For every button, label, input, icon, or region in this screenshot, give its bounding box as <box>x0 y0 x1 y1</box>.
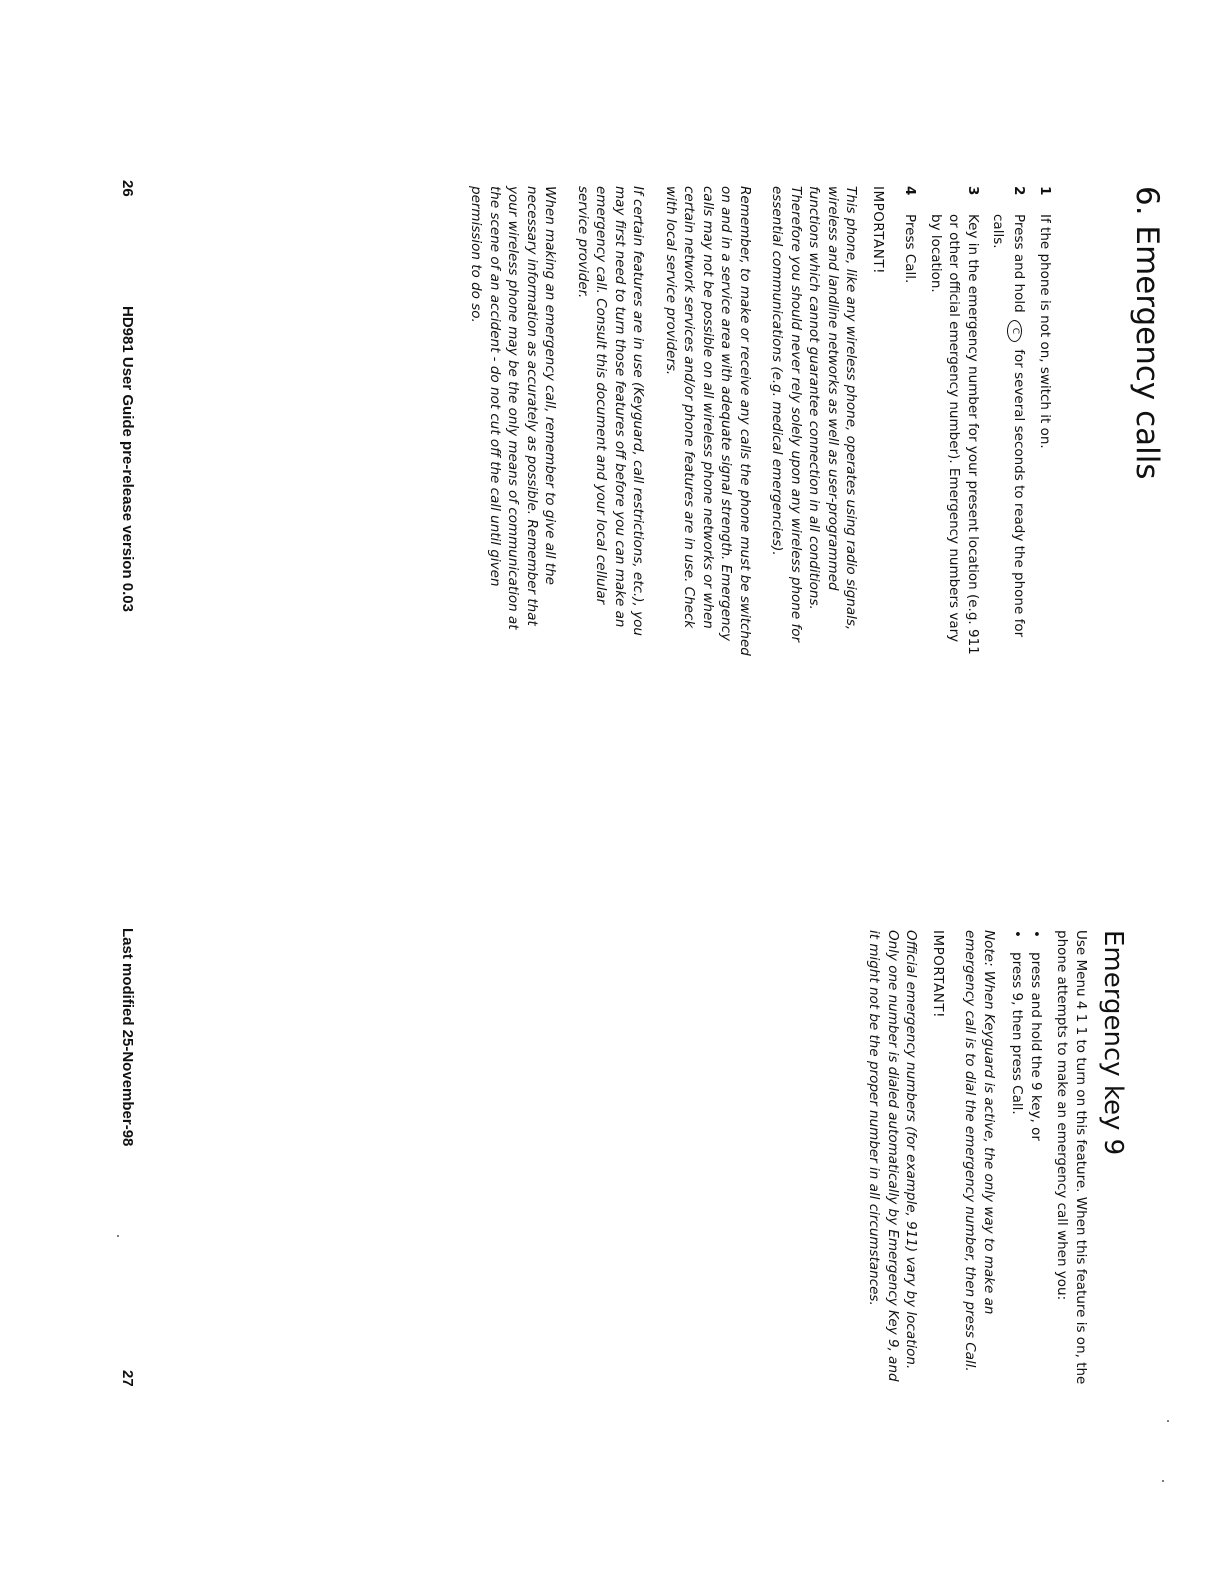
clear-key-icon: C <box>1008 320 1023 342</box>
feature-intro: Use Menu 4 1 1 to turn on this feature. When this feature is on, the phone attempts to make an emergency call when you: <box>1054 930 1089 1385</box>
right-page-title <box>1100 930 1126 1155</box>
step-item <box>1036 186 1055 656</box>
keyguard-note: Note: When Keyguard is active, the only way to make an emergency call is to dial the emergency number, then press Call. <box>962 930 997 1372</box>
right-page-number: 27 <box>119 1370 136 1387</box>
step-item <box>901 186 920 656</box>
important-label: IMPORTANT! <box>930 930 946 1018</box>
emergency-steps-list <box>901 186 1054 656</box>
scan-speck <box>117 1235 119 1237</box>
important-paragraph: This phone, like any wireless phone, operates using radio signals, wireless and landline networks as well as user-programmed functions which cannot guarantee connection in all conditions. Therefore you should never rely solely upon any wireless phone for essential communications (e.g. medical emergencies). <box>769 186 860 643</box>
important-paragraph: If certain features are in use (Keyguard, call restrictions, etc.), you may first need to turn those features off before you can make an emergency call. Consult this document and your local cellular service provider. <box>575 186 647 636</box>
important-label: IMPORTANT! <box>870 186 886 274</box>
section-title: Emergency key 9 <box>1098 930 1128 1156</box>
left-page-title <box>1129 186 1165 480</box>
trigger-list <box>1008 930 1045 1385</box>
step-number: 1 <box>1037 186 1053 196</box>
right-page-body <box>851 930 1090 1385</box>
list-item: • press 9, then press Call. <box>1008 930 1027 1385</box>
list-item: • press and hold the 9 key, or <box>1027 930 1046 1385</box>
important-paragraph: When making an emergency call, remember to give all the necessary information as accurately as possible. Remember that your wireless phone may be the only means of communication at the scene of an accident - do not cut off the call until given permission to do so. <box>468 186 559 630</box>
important-paragraph: Official emergency numbers (for example, 911) vary by location. Only one number is dialed automatically by Emergency Key 9, and it might not be the proper number in all circumstances. <box>866 930 920 1382</box>
step-text-before: Press and hold <box>1011 214 1028 313</box>
left-page-number: 26 <box>119 180 136 197</box>
last-modified-footer: Last modified 25-November-98 <box>119 928 136 1147</box>
chapter-title: 6. Emergency calls <box>1129 186 1165 480</box>
step-item <box>989 186 1029 656</box>
scan-speck <box>1167 1420 1169 1422</box>
step-text: Press Call. <box>902 214 919 284</box>
step-text: If the phone is not on, switch it on. <box>1037 214 1053 449</box>
scan-speck <box>1162 1480 1164 1482</box>
step-number: 2 <box>1011 186 1028 196</box>
step-text: Key in the emergency number for your present location (e.g. 911 or other official emergency number). Emergency numbers vary by location. <box>928 214 981 655</box>
step-number: 4 <box>902 186 919 196</box>
left-page-body <box>453 186 1054 656</box>
guide-version-footer: HD981 User Guide pre-release version 0.03 <box>119 306 136 612</box>
step-item <box>927 186 983 656</box>
step-number: 3 <box>965 186 981 196</box>
important-paragraph: Remember, to make or receive any calls the phone must be switched on and in a service area with adequate signal strength. Emergency calls may not be possible on all wireless phone networks or when certain network services and/or phone features are in use. Check with local service providers. <box>663 186 753 656</box>
step-text-after: for several seconds to ready the phone for calls. <box>990 214 1028 638</box>
